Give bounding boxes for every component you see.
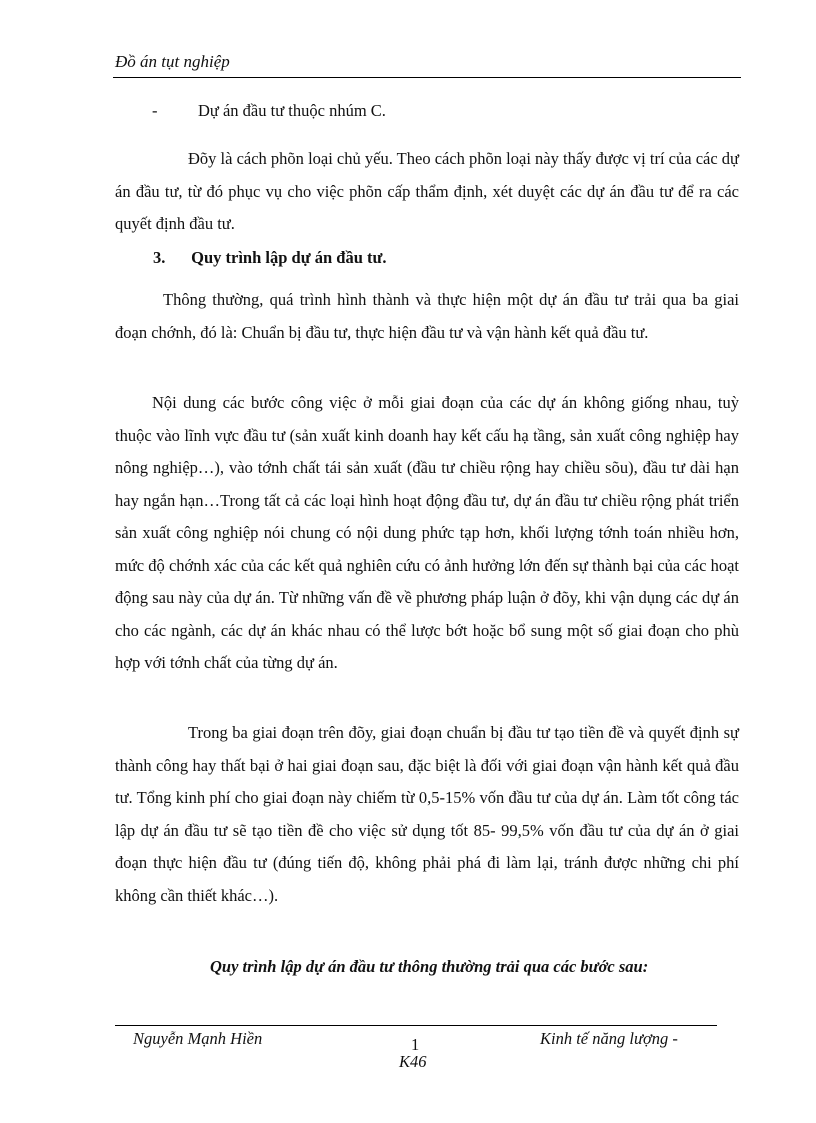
- header-rule: [113, 77, 741, 78]
- bullet-dash: -: [152, 101, 158, 120]
- paragraph-classification: Đõy là cách phõn loại chủ yếu. Theo cách phõn loại này thấy được vị trí của các dự án đầu tư, từ đó phục vụ cho việc phõn cấp thẩm định, xét duyệt các dự án đầu tư để ra các quyết định đầu tư.: [115, 149, 739, 233]
- paragraph-preparation-stage: Trong ba giai đoạn trên đõy, giai đoạn chuẩn bị đầu tư tạo tiền đề và quyết định sự thành công hay thất bại ở hai giai đoạn sau, đặc biệt là đối với giai đoạn vận hành kết quả đầu tư. Tổng kinh phí cho giai đoạn này chiếm từ 0,5-15% vốn đầu tư của dự án. Làm tốt công tác lập dự án đầu tư sẽ tạo tiền đề cho việc sử dụng tốt 85- 99,5% vốn đầu tư của dự án ở giai đoạn thực hiện đầu tư (đúng tiến độ, không phải phá đi làm lại, tránh được những chi phí không cần thiết khác…).: [115, 723, 739, 905]
- page-number: 1: [411, 1035, 420, 1054]
- paragraph-three-stages: Thông thường, quá trình hình thành và thực hiện một dự án đầu tư trải qua ba giai đoạn chớnh, đó là: Chuẩn bị đầu tư, thực hiện đầu tư và vận hành kết quả đầu tư.: [115, 290, 739, 342]
- page-header-title: Đồ án tụt nghiệp: [115, 52, 230, 71]
- bullet-text: Dự án đầu tư thuộc nhúm C.: [198, 101, 386, 120]
- footer-author: Nguyễn Mạnh Hiền: [133, 1029, 263, 1048]
- footer-department-class: K46: [399, 1052, 427, 1071]
- footer-department: Kinh tế năng lượng -: [540, 1029, 678, 1048]
- paragraph-content-steps: Nội dung các bước công việc ở mỗi giai đoạn của các dự án không giống nhau, tuỳ thuộc vào lĩnh vực đầu tư (sản xuất kinh doanh hay kết cấu hạ tầng, sản xuất công nghiệp hay nông nghiệp…), vào tớnh chất tái sản xuất (đầu tư chiều rộng hay chiều sõu), đầu tư dài hạn hay ngắn hạn…Trong tất cả các loại hình hoạt động đầu tư, dự án đầu tư chiều rộng phát triển sản xuất công nghiệp nói chung có nội dung phức tạp hơn, khối lượng tớnh toán nhiều hơn, mức độ chớnh xác của các kết quả nghiên cứu có ảnh hưởng lớn đến sự thành bại của các hoạt động sau này của dự án. Từ những vấn đề về phương pháp luận ở đõy, khi vận dụng các dự án cho các ngành, các dự án khác nhau có thể lược bớt hoặc bổ sung một số giai đoạn cho phù hợp với tớnh chất của từng dự án.: [115, 393, 739, 672]
- section-heading: [153, 248, 387, 268]
- section-title: Quy trình lập dự án đầu tư.: [191, 248, 387, 267]
- footer-rule: [115, 1025, 717, 1026]
- section-number: 3.: [153, 248, 166, 267]
- steps-heading: Quy trình lập dự án đầu tư thông thường trải qua các bước sau:: [210, 957, 649, 976]
